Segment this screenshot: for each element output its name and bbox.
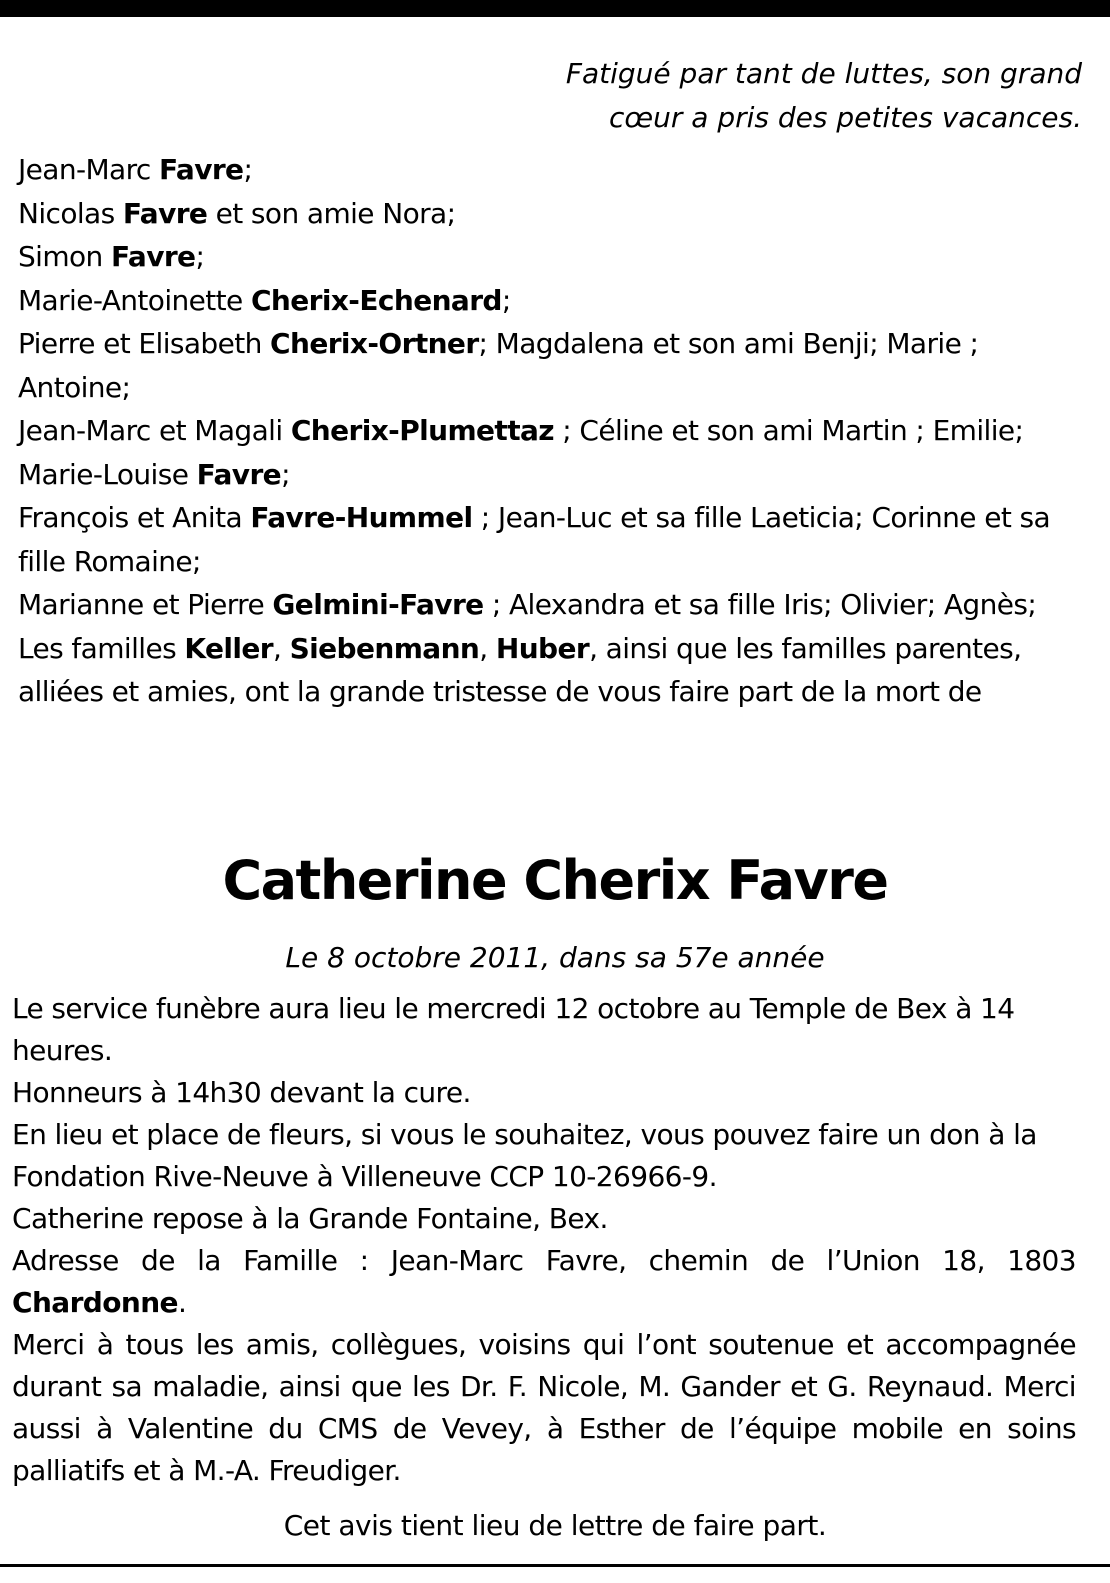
- family-surname: Cherix-Plumettaz: [290, 414, 554, 447]
- family-line: [18, 192, 1092, 236]
- address-end: .: [177, 1286, 187, 1319]
- family-line: [18, 322, 1092, 409]
- family-line-tail: ; Alexandra et sa fille Iris; Olivier; Agnès;: [483, 588, 1037, 621]
- thanks-paragraph: Merci à tous les amis, collègues, voisins qui l’ont soutenue et accompagnée durant sa maladie, ainsi que les Dr. F. Nicole, M. Gander et G. Reynaud. Merci aussi à Valentine du CMS de Vevey, à Esther de l’équipe mobile en soins palliatifs et à M.-A. Freudiger.: [12, 1328, 1076, 1487]
- family-surname: Favre: [122, 196, 208, 230]
- family-given-names: Marianne et Pierre: [18, 588, 273, 621]
- family-line: [18, 409, 1092, 453]
- service-info: Le service funèbre aura lieu le mercredi 12 octobre au Temple de Bex à 14 heures.: [12, 992, 1015, 1067]
- address-city: Chardonne: [12, 1286, 178, 1319]
- family-surname: Cherix-Ortner: [270, 327, 479, 360]
- family-line-extended: [18, 627, 1092, 714]
- family-surname: Favre: [111, 240, 196, 273]
- family-address: [12, 1240, 1076, 1324]
- family-surname: Favre: [196, 457, 282, 491]
- honneurs-info: Honneurs à 14h30 devant la cure.: [12, 1076, 471, 1109]
- family-given-names: Pierre et Elisabeth: [18, 327, 271, 360]
- details-block: [12, 988, 1076, 1492]
- family-line: [18, 148, 1092, 192]
- repose-info: Catherine repose à la Grande Fontaine, Bex.: [12, 1202, 608, 1235]
- address-text: Adresse de la Famille : Jean-Marc Favre, chemin de l’Union 18, 1803: [12, 1244, 1076, 1277]
- separator: ,: [272, 631, 290, 665]
- announcement-text: , ainsi que les familles parentes, alliées et amies, ont la grande tristesse de vous faire part de la mort de: [18, 631, 1022, 708]
- epigraph-line-1: Fatigué par tant de luttes, son grand: [565, 57, 1082, 90]
- donation-info: En lieu et place de fleurs, si vous le souhaitez, vous pouvez faire un don à la Fondation Rive-Neuve à Villeneuve CCP 10-26966-9.: [12, 1118, 1037, 1193]
- family-given-names: Jean-Marc et Magali: [18, 414, 291, 447]
- family-list: [18, 148, 1092, 714]
- epigraph: [400, 52, 1082, 140]
- family-given-names: François et Anita: [18, 501, 251, 534]
- family-line-tail: ; Céline et son ami Martin ; Emilie;: [553, 414, 1024, 447]
- extended-family-prefix: Les familles: [18, 631, 185, 665]
- family-surname: Gelmini-Favre: [272, 588, 484, 621]
- family-line-tail: ;: [281, 457, 290, 491]
- family-given-names: Nicolas: [18, 196, 123, 230]
- family-line: [18, 583, 1092, 627]
- top-border-rule: [0, 0, 1110, 17]
- family-surname: Keller: [184, 631, 273, 665]
- death-date-line: Le 8 octobre 2011, dans sa 57e année: [285, 941, 825, 974]
- family-surname: Huber: [495, 631, 590, 665]
- epigraph-line-2: cœur a pris des petites vacances.: [608, 101, 1082, 134]
- family-line-tail: ;: [243, 153, 253, 186]
- family-given-names: Marie-Antoinette: [18, 283, 251, 317]
- closing-note: Cet avis tient lieu de lettre de faire part.: [283, 1509, 827, 1542]
- separator: ,: [479, 631, 496, 665]
- bottom-border-rule: [0, 1564, 1110, 1567]
- family-line-tail: ; Jean-Luc et sa fille Laeticia; Corinne et sa fille Romaine;: [18, 501, 1051, 578]
- family-surname: Cherix-Echenard: [250, 283, 502, 317]
- family-surname: Siebenmann: [289, 631, 480, 665]
- family-given-names: Jean-Marc: [18, 153, 160, 186]
- family-line: [18, 496, 1092, 583]
- family-given-names: Simon: [18, 240, 112, 273]
- deceased-name: Catherine Cherix Favre: [222, 849, 888, 912]
- family-line-tail: ; Magdalena et son ami Benji; Marie ; Antoine;: [18, 327, 979, 404]
- family-surname: Favre: [159, 153, 244, 186]
- family-surname: Favre-Hummel: [250, 501, 473, 534]
- family-given-names: Marie-Louise: [18, 457, 197, 491]
- family-line-tail: ;: [195, 240, 205, 273]
- family-line-tail: et son amie Nora;: [207, 196, 456, 230]
- family-line-tail: ;: [501, 283, 511, 317]
- family-line: [18, 453, 1092, 497]
- family-line: [18, 279, 1092, 323]
- family-line: [18, 235, 1092, 279]
